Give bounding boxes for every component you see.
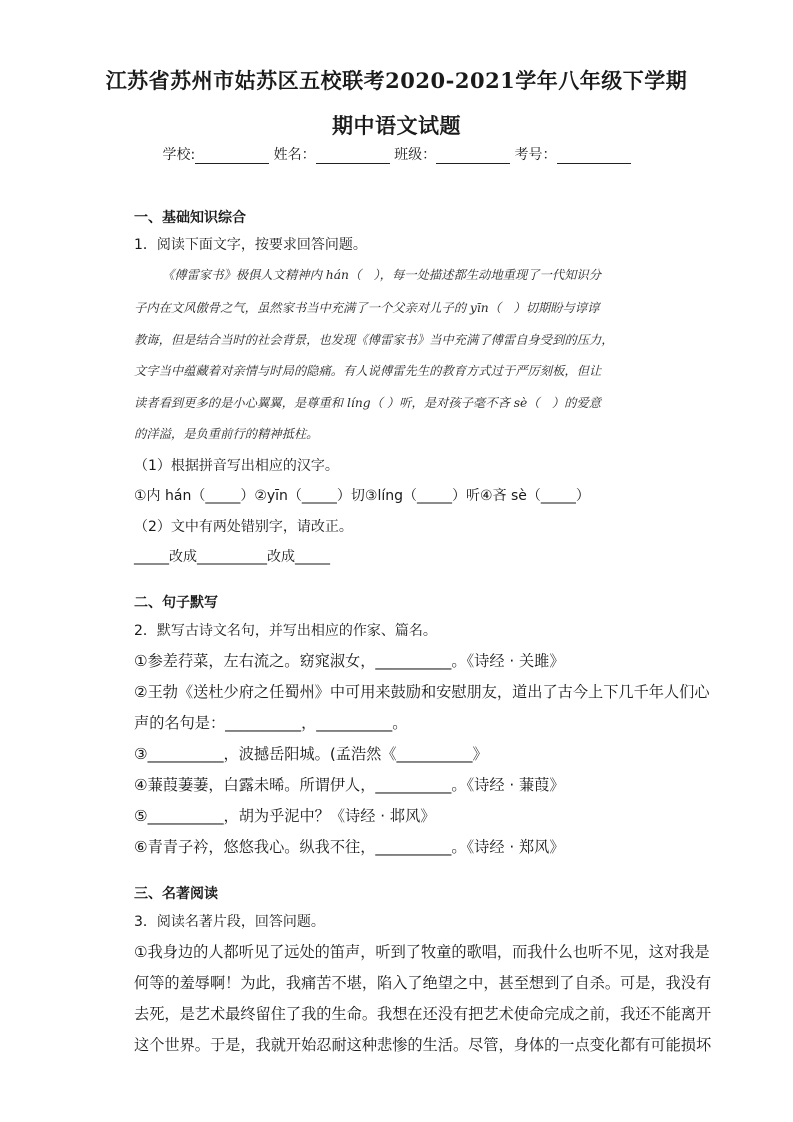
sub-question-2: （2）文中有两处错别字，请改正。: [134, 519, 353, 535]
passage-line: 教诲，但是结合当时的社会背景，也发现《傅雷家书》当中充满了傅雷自身受到的压力，: [134, 333, 614, 347]
recitation-item[interactable]: 声的名句是：__________，__________。: [134, 714, 408, 732]
q2-stem: 2．默写古诗文名句，并写出相应的作家、篇名。: [134, 623, 437, 639]
section3-heading: 三、名著阅读: [134, 886, 218, 902]
passage-line: 读者看到更多的是小心翼翼，是尊重和 líng（ ）听，是对孩子毫不吝 sè（ ）的爱意: [134, 396, 602, 410]
exam-title-line2: 期中语文试题: [332, 113, 461, 138]
recitation-item[interactable]: ④蒹葭萋萋，白露未晞。所谓伊人，__________。《诗经 · 蒹葭》: [134, 776, 565, 794]
recitation-item[interactable]: ①参差荇菜，左右流之。窈窕淑女，__________。《诗经 · 关雎》: [134, 652, 565, 670]
sub-question-1-answer[interactable]: ①内 hán（_____）②yīn（_____）切③líng（_____）听④吝 sè（_____）: [134, 488, 590, 504]
excerpt-line: 去死，是艺术最终留住了我的生命。我想在还没有把艺术使命完成之前，我还不能离开: [134, 1005, 712, 1023]
excerpt-line: 何等的羞辱啊！为此，我痛苦不堪，陷入了绝望之中，甚至想到了自杀。可是，我没有: [134, 974, 712, 992]
recitation-item[interactable]: ⑥青青子衿，悠悠我心。纵我不往，__________。《诗经 · 郑风》: [134, 838, 565, 856]
passage-line: 《傅雷家书》极俱人文精神内 hán（ ），每一处描述都生动地重现了一代知识分: [162, 268, 602, 282]
id-blank[interactable]: [557, 147, 631, 164]
sub-question-1: （1）根据拼音写出相应的汉字。: [134, 458, 339, 474]
id-label: 考号：: [514, 147, 557, 163]
section2-heading: 二、句子默写: [134, 595, 218, 611]
passage-line: 文字当中蕴藏着对亲情与时局的隐痛。有人说傅雷先生的教育方式过于严厉刻板，但让: [134, 364, 602, 378]
sub-question-2-answer[interactable]: _____改成__________改成_____: [134, 549, 330, 565]
excerpt-line: ①我身边的人都听见了远处的笛声，听到了牧童的歌唱，而我什么也听不见，这对我是: [134, 943, 710, 961]
student-info-line: [0, 144, 793, 164]
school-blank[interactable]: [195, 147, 269, 164]
exam-title-line1: 江苏省苏州市姑苏区五校联考2020-2021学年八年级下学期: [105, 68, 688, 93]
class-blank[interactable]: [436, 147, 510, 164]
name-blank[interactable]: [316, 147, 390, 164]
section1-heading: 一、基础知识综合: [134, 210, 246, 226]
name-label: 姓名：: [273, 147, 316, 163]
recitation-item: ②王勃《送杜少府之任蜀州》中可用来鼓励和安慰朋友，道出了古今上下几千年人们心: [134, 683, 710, 701]
excerpt-line: 这个世界。于是，我就开始忍耐这种悲惨的生活。尽管，身体的一点变化都有可能损坏: [134, 1036, 712, 1054]
passage-line: 子内在文风傲骨之气，虽然家书当中充满了一个父亲对儿子的 yīn（ ）切期盼与谆谆: [134, 301, 600, 315]
recitation-item[interactable]: ③__________，波撼岳阳城。(孟浩然《__________》: [134, 745, 488, 763]
passage-line: 的洋溢，是负重前行的精神抵柱。: [134, 427, 319, 441]
q1-stem: 1．阅读下面文字，按要求回答问题。: [134, 237, 367, 253]
recitation-item[interactable]: ⑤__________，胡为乎泥中？《诗经 · 邶风》: [134, 807, 436, 825]
school-label: 学校:: [162, 147, 196, 163]
class-label: 班级：: [394, 147, 437, 163]
q3-stem: 3．阅读名著片段，回答问题。: [134, 914, 325, 930]
